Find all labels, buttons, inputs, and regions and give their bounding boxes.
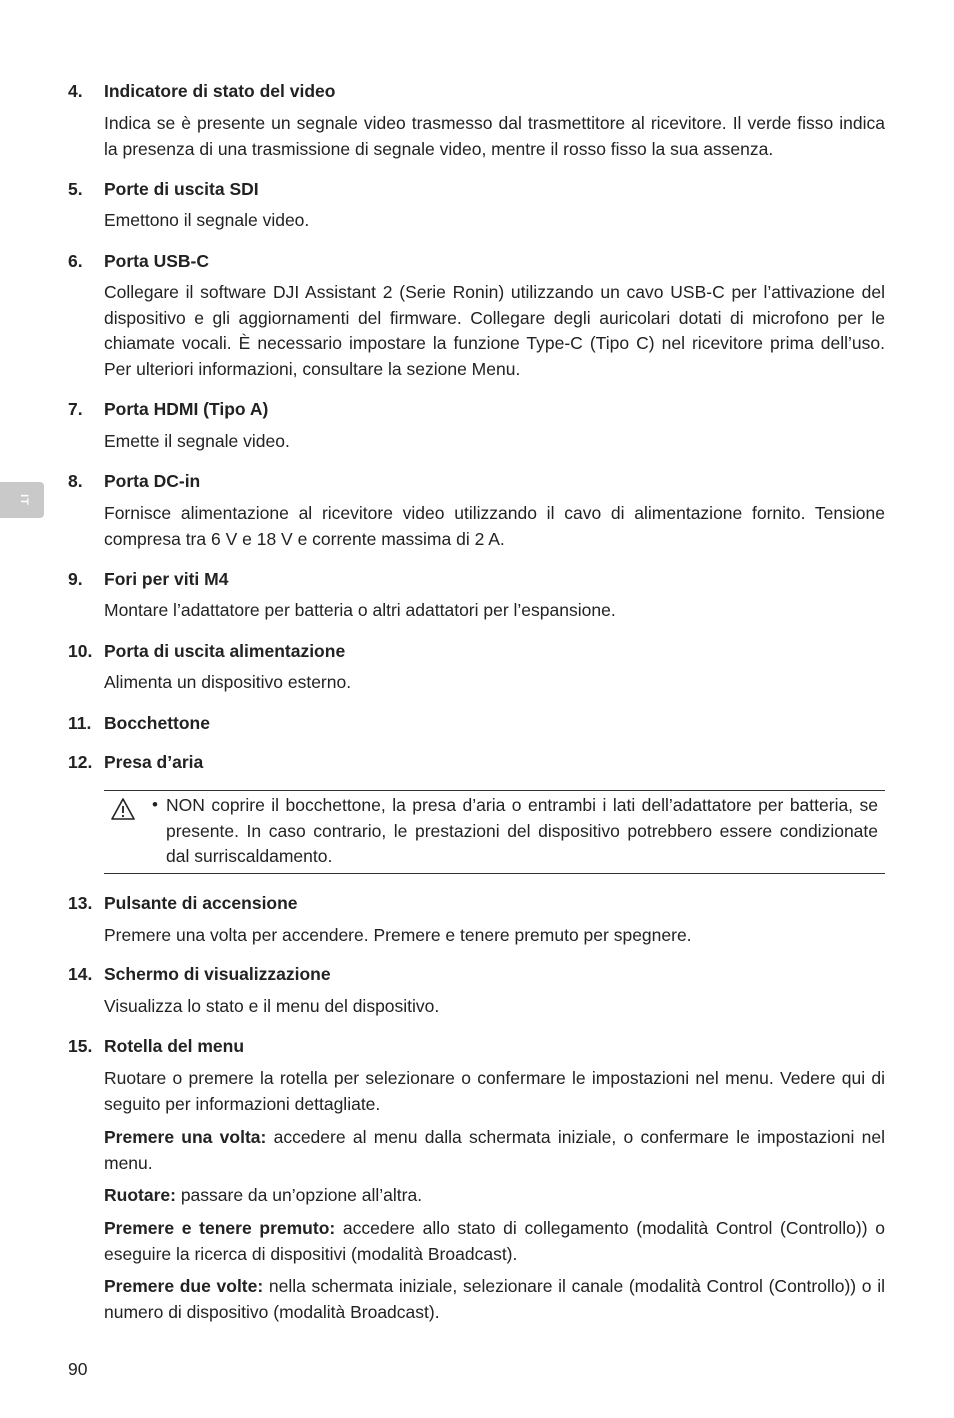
section-heading: 11. Bocchettone	[68, 713, 210, 733]
section-heading: 9. Fori per viti M4	[68, 569, 229, 589]
section-body: Premere una volta per accendere. Premere e tenere premuto per spegnere.	[104, 925, 692, 945]
section-body: Montare l’adattatore per batteria o altri adattatori per l’espansione.	[104, 600, 616, 620]
section-heading: 12. Presa d’aria	[68, 752, 204, 772]
section-heading: 14. Schermo di visualizzazione	[68, 964, 331, 984]
menu-detail-press-twice: Premere due volte: nella schermata iniziale, selezionare il canale (modalità Control (Controllo)) o il numero di dispositivo (modalità Broadcast).	[104, 1276, 885, 1322]
section-body: Indica se è presente un segnale video trasmesso dal trasmettitore al ricevitore. Il verde fisso indica la presenza di una trasmissione di segnale video, mentre il rosso fisso la sua assenza.	[104, 113, 885, 159]
section-heading: 13. Pulsante di accensione	[68, 893, 298, 913]
language-tab-label: IT	[18, 494, 30, 506]
section-body: Emettono il segnale video.	[104, 210, 310, 230]
page-number: 90	[68, 1359, 88, 1379]
section-heading: 15. Rotella del menu	[68, 1036, 245, 1056]
section-body: Visualizza lo stato e il menu del dispositivo.	[104, 996, 440, 1016]
section-body: Collegare il software DJI Assistant 2 (Serie Ronin) utilizzando un cavo USB-C per l’attivazione del dispositivo e gli aggiornamenti del firmware. Collegare degli auricolari dotati di microfono per le chiamate vocali. È necessario impostare la funzione Type-C (Tipo C) nel ricevitore prima dell’uso. Per ulteriori informazioni, consultare la sezione Menu.	[104, 282, 885, 379]
section-heading: 4. Indicatore di stato del video	[68, 81, 336, 101]
warning-box	[104, 790, 885, 874]
section-body: Fornisce alimentazione al ricevitore video utilizzando il cavo di alimentazione fornito. Tensione compresa tra 6 V e 18 V e corrente massima di 2 A.	[104, 503, 885, 549]
section-heading: 7. Porta HDMI (Tipo A)	[68, 399, 269, 419]
section-heading: 10. Porta di uscita alimentazione	[68, 641, 346, 661]
section-heading: 5. Porte di uscita SDI	[68, 179, 259, 199]
warning-icon	[110, 797, 136, 821]
warning-bullet: •	[152, 795, 158, 814]
section-body: Ruotare o premere la rotella per selezionare o confermare le impostazioni nel menu. Vedere qui di seguito per informazioni dettagliate.	[104, 1068, 885, 1114]
section-body: Emette il segnale video.	[104, 431, 290, 451]
section-heading: 8. Porta DC-in	[68, 471, 201, 491]
language-tab	[0, 482, 44, 518]
warning-text: NON coprire il bocchettone, la presa d’aria o entrambi i lati dell’adattatore per batteria, se presente. In caso contrario, le prestazioni del dispositivo potrebbero essere condizionate dal surriscaldamento.	[166, 795, 878, 866]
section-heading: 6. Porta USB-C	[68, 251, 210, 271]
menu-detail-rotate: Ruotare: passare da un’opzione all’altra.	[104, 1185, 423, 1205]
menu-detail-press-hold: Premere e tenere premuto: accedere allo stato di collegamento (modalità Control (Controllo)) o eseguire la ricerca di dispositivi (modalità Broadcast).	[104, 1218, 885, 1264]
menu-detail-press-once: Premere una volta: accedere al menu dalla schermata iniziale, o confermare le impostazioni nel menu.	[104, 1127, 885, 1173]
section-body: Alimenta un dispositivo esterno.	[104, 672, 352, 692]
